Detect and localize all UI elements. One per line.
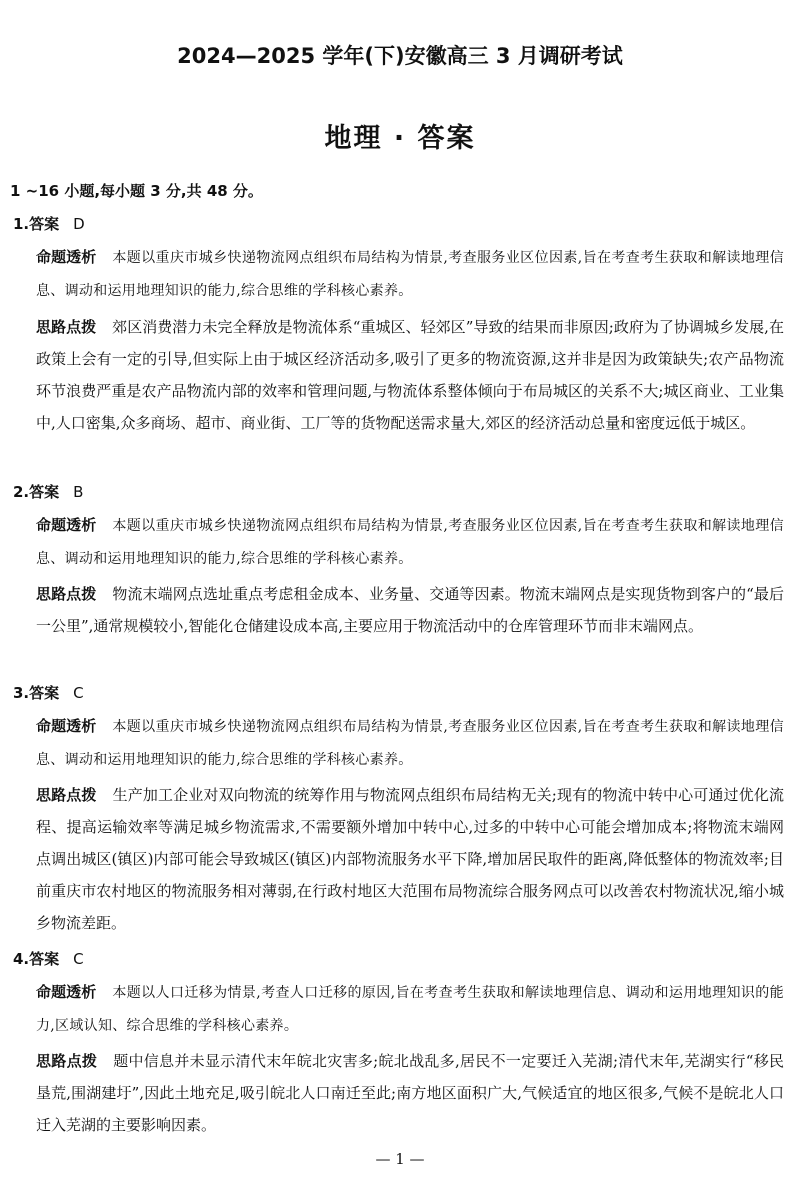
solution-text: 题中信息并未显示清代末年皖北灾害多;皖北战乱多,居民不一定要迁入芜湖;清代末年,芜湖实行“移民垦荒,围湖建圩”,因此土地充足,吸引皖北人口南迁至此;南方地区面积广大,气候适宜的地区很多,气候不是皖北人口迁入芜湖的主要影响因素。 [36,1052,784,1134]
document-title: 2024—2025 学年(下)安徽高三 3 月调研考试 [177,44,623,68]
answer-label: 答案 [29,215,60,233]
solution-label: 思路点拨 [36,786,97,804]
solution-label: 思路点拨 [36,1052,98,1070]
answer-value: B [73,483,84,501]
question-1-solution [36,311,784,439]
question-4-analysis [36,976,784,1042]
question-4-header [13,948,84,969]
solution-text: 郊区消费潜力未完全释放是物流体系“重城区、轻郊区”导致的结果而非原因;政府为了协调城乡发展,在政策上会有一定的引导,但实际上由于城区经济活动多,吸引了更多的物流资源,这并非是因为政策缺失;农产品物流环节浪费严重是农产品物流内部的效率和管理问题,与物流体系整体倾向于布局城区的关系不大;城区商业、工业集中,人口密集,众多商场、超市、商业街、工厂等的货物配送需求量大,郊区的经济活动总量和密度远低于城区。 [36,318,784,432]
analysis-label: 命题透析 [36,717,97,735]
question-2-header [13,481,83,502]
question-4-solution [36,1045,784,1141]
question-number: 1. [13,215,30,233]
question-2-analysis [36,509,784,575]
question-number: 2. [13,483,30,501]
question-3-header [13,682,84,703]
answer-value: C [73,950,84,968]
document-subtitle: 地理 · 答案 [324,123,476,154]
analysis-text: 本题以人口迁移为情景,考查人口迁移的原因,旨在考查考生获取和解读地理信息、调动和运用地理知识的能力,区域认知、综合思维的学科核心素养。 [36,985,784,1034]
question-1-header [13,213,85,234]
question-3-solution [36,779,784,939]
question-3-analysis [36,710,784,776]
answer-label: 答案 [29,684,60,702]
analysis-label: 命题透析 [36,248,97,266]
analysis-text: 本题以重庆市城乡快递物流网点组织布局结构为情景,考查服务业区位因素,旨在考查考生获取和解读地理信息、调动和运用地理知识的能力,综合思维的学科核心素养。 [36,518,784,567]
question-number: 3. [13,684,30,702]
answer-label: 答案 [29,483,60,501]
question-number: 4. [13,950,30,968]
question-1-analysis [36,241,784,307]
answer-value: C [73,684,84,702]
solution-text: 生产加工企业对双向物流的统筹作用与物流网点组织布局结构无关;现有的物流中转中心可通过优化流程、提高运输效率等满足城乡物流需求,不需要额外增加中转中心,过多的中转中心可能会增加成本;将物流末端网点调出城区(镇区)内部可能会导致城区(镇区)内部物流服务水平下降,增加居民取件的距离,降低整体的物流效率;目前重庆市农村地区的物流服务相对薄弱,在行政村地区大范围布局物流综合服务网点可以改善农村物流状况,缩小城乡物流差距。 [36,786,784,932]
section-intro: 1 ~16 小题,每小题 3 分,共 48 分。 [10,182,263,200]
analysis-label: 命题透析 [36,516,97,534]
analysis-label: 命题透析 [36,983,97,1001]
analysis-text: 本题以重庆市城乡快递物流网点组织布局结构为情景,考查服务业区位因素,旨在考查考生获取和解读地理信息、调动和运用地理知识的能力,综合思维的学科核心素养。 [36,719,784,768]
question-2-solution [36,578,784,642]
analysis-text: 本题以重庆市城乡快递物流网点组织布局结构为情景,考查服务业区位因素,旨在考查考生获取和解读地理信息、调动和运用地理知识的能力,综合思维的学科核心素养。 [36,250,784,299]
page-number: — 1 — [375,1150,425,1168]
answer-label: 答案 [29,950,60,968]
solution-label: 思路点拨 [36,318,97,336]
answer-value: D [73,215,85,233]
solution-label: 思路点拨 [36,585,97,603]
solution-text: 物流末端网点选址重点考虑租金成本、业务量、交通等因素。物流末端网点是实现货物到客户的“最后一公里”,通常规模较小,智能化仓储建设成本高,主要应用于物流活动中的仓库管理环节而非末端网点。 [36,585,784,635]
